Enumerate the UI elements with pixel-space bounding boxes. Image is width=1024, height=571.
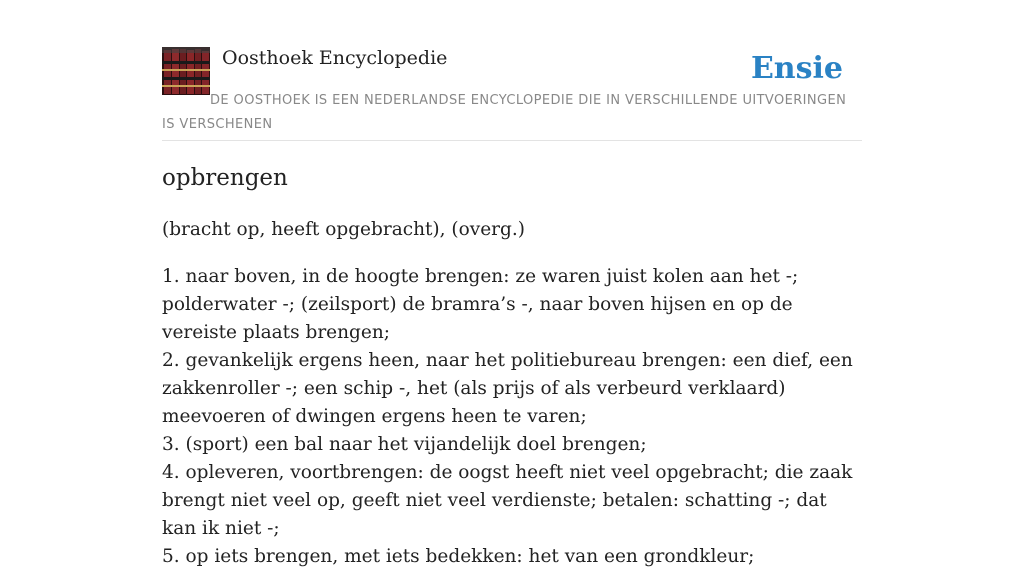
entry-body bbox=[162, 263, 864, 571]
definition-item: 5. op iets brengen, met iets bedekken: het van een grondkleur; bbox=[162, 546, 755, 567]
source-header bbox=[162, 46, 862, 141]
definition-item: 2. gevankelijk ergens heen, naar het politiebureau brengen: een dief, een zakkenroller -; een schip -, het (als prijs of als verbeurd verklaard) meevoeren of dwingen ergens heen te varen; bbox=[162, 350, 853, 427]
definition-item: 4. opleveren, voortbrengen: de oogst heeft niet veel opgebracht; die zaak brengt niet veel op, geeft niet veel verdienste; betalen: schatting -; dat kan ik niet -; bbox=[162, 462, 853, 539]
source-title[interactable]: Oosthoek Encyclopedie bbox=[222, 47, 448, 69]
book-spines-icon bbox=[162, 47, 210, 95]
ensie-logo-link[interactable]: Ensie bbox=[750, 51, 843, 86]
source-description: DE OOSTHOEK IS EEN NEDERLANDSE ENCYCLOPEDIE DIE IN VERSCHILLENDE UITVOERINGEN IS VERSCHENEN bbox=[162, 93, 847, 132]
entry-grammar: (bracht op, heeft opgebracht), (overg.) bbox=[162, 219, 525, 240]
entry-title: opbrengen bbox=[162, 165, 288, 191]
source-avatar[interactable] bbox=[162, 47, 210, 95]
definition-item: 1. naar boven, in de hoogte brengen: ze waren juist kolen aan het -; polderwater -; (zeilsport) de bramra’s -, naar boven hijsen en op de vereiste plaats brengen; bbox=[162, 266, 799, 343]
definition-item: 3. (sport) een bal naar het vijandelijk doel brengen; bbox=[162, 434, 647, 455]
